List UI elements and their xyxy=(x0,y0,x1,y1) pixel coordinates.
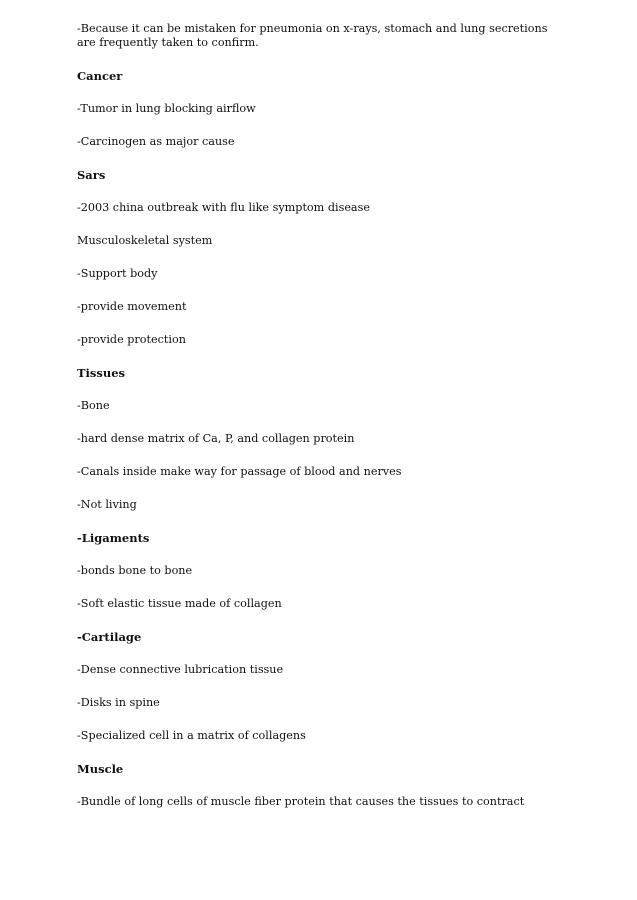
paragraph-muscle-bundle: -Bundle of long cells of muscle fiber protein that causes the tissues to contract xyxy=(77,795,525,808)
heading-tissues: Tissues xyxy=(77,366,126,380)
paragraph-soft-elastic: -Soft elastic tissue made of collagen xyxy=(77,597,282,610)
heading-musculoskeletal-system: Musculoskeletal system xyxy=(77,234,213,247)
paragraph-pneumonia-note: -Because it can be mistaken for pneumonia on x-rays, stomach and lung secretions are frequently taken to confirm. xyxy=(77,22,548,49)
paragraph-specialized-cell: -Specialized cell in a matrix of collagens xyxy=(77,729,306,742)
heading-cancer: Cancer xyxy=(77,69,123,83)
paragraph-dense-connective: -Dense connective lubrication tissue xyxy=(77,663,284,676)
paragraph-bone-matrix: -hard dense matrix of Ca, P, and collagen protein xyxy=(77,432,355,445)
paragraph-support-body: -Support body xyxy=(77,267,158,280)
paragraph-provide-protection: -provide protection xyxy=(77,333,186,346)
paragraph-bone: -Bone xyxy=(77,399,110,412)
heading-ligaments: -Ligaments xyxy=(77,531,150,545)
paragraph-bonds-bone: -bonds bone to bone xyxy=(77,564,193,577)
paragraph-cancer-tumor: -Tumor in lung blocking airflow xyxy=(77,102,256,115)
paragraph-bone-canals: -Canals inside make way for passage of blood and nerves xyxy=(77,465,402,478)
paragraph-not-living: -Not living xyxy=(77,498,137,511)
paragraph-disks-spine: -Disks in spine xyxy=(77,696,160,709)
heading-cartilage: -Cartilage xyxy=(77,630,142,644)
heading-sars: Sars xyxy=(77,168,106,182)
heading-muscle: Muscle xyxy=(77,762,124,776)
paragraph-sars-2003: -2003 china outbreak with flu like symptom disease xyxy=(77,201,370,214)
document-page xyxy=(77,22,557,828)
paragraph-cancer-carcinogen: -Carcinogen as major cause xyxy=(77,135,235,148)
paragraph-provide-movement: -provide movement xyxy=(77,300,187,313)
